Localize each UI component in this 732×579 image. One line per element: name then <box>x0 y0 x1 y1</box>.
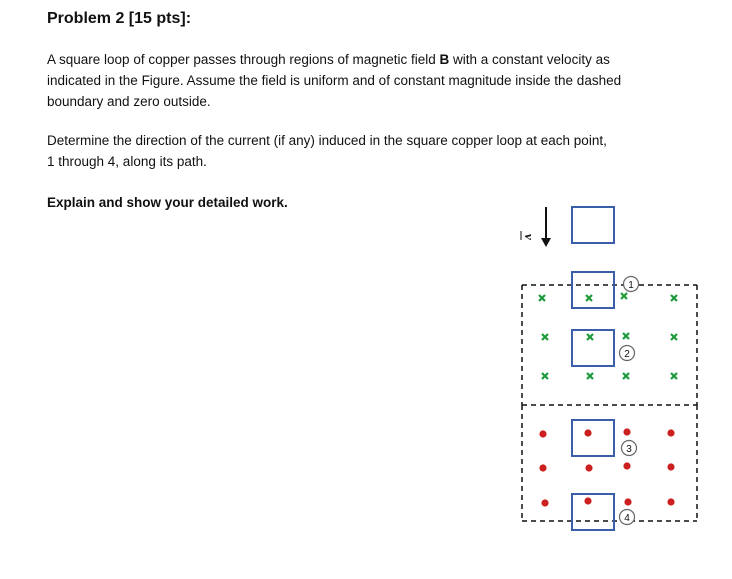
task-text-line2: 1 through 4, along its path. <box>47 154 207 169</box>
field-symbol-b: B <box>439 52 450 67</box>
problem-instruction: Explain and show your detailed work. <box>47 195 288 210</box>
copper-loop-start <box>572 207 614 243</box>
position-label-4-text: 4 <box>624 513 630 524</box>
position-label-1 <box>624 277 639 292</box>
position-label-1-text: 1 <box>628 280 634 291</box>
position-label-3 <box>622 441 637 456</box>
field-region-into-page-boundary <box>522 285 697 405</box>
intro-text-start: A square loop of copper passes through regions of magnetic field <box>47 52 440 67</box>
velocity-arrow <box>541 207 551 247</box>
position-label-2 <box>620 346 635 361</box>
copper-loop-position-3 <box>572 420 614 456</box>
intro-text-line3: boundary and zero outside. <box>47 94 211 109</box>
copper-loop-position-4 <box>572 494 614 530</box>
position-label-4 <box>620 510 635 525</box>
intro-text-line1-end: with a constant velocity as <box>449 52 610 67</box>
position-label-3-text: 3 <box>626 444 632 455</box>
position-label-2-text: 2 <box>624 349 630 360</box>
problem-title: Problem 2 [15 pts]: <box>47 10 192 27</box>
intro-text-line2: indicated in the Figure. Assume the field is uniform and of constant magnitude inside the dashed <box>47 73 622 88</box>
copper-loop-position-1 <box>572 272 614 308</box>
task-text-line1: Determine the direction of the current (if any) induced in the square copper loop at each point, <box>47 133 607 148</box>
velocity-label: v <box>522 234 537 240</box>
